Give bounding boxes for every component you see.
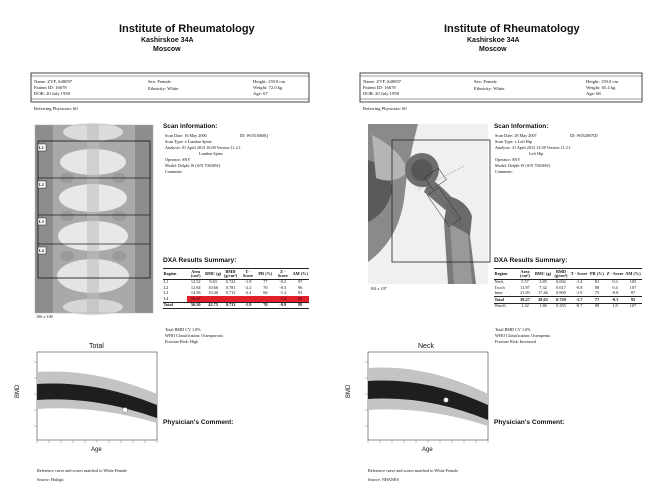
- cell: 0.692: [556, 279, 566, 285]
- cell: -0.8: [575, 284, 583, 290]
- cell: -1.9: [244, 279, 252, 285]
- cell: 95: [624, 297, 642, 303]
- cell: -1.7: [570, 297, 588, 303]
- patient-name: Name: ZVF, S48097: [34, 79, 73, 84]
- note-who-classification: WHO Classification: Osteoporosis: [165, 333, 224, 338]
- cell: 82: [292, 296, 309, 302]
- cell: -2.2: [244, 284, 252, 290]
- note-fracture-risk: Fracture Risk: High: [165, 339, 199, 344]
- cell: 14.58: [190, 290, 201, 296]
- scan-analysis: Analysis: 01 April 2013 16:00 Version 11.2.1: [165, 145, 241, 150]
- cell: Total: [163, 302, 187, 308]
- col-header: PR (%): [257, 269, 274, 280]
- cell: 66: [263, 290, 268, 296]
- cell: L3: [163, 290, 169, 296]
- chart-title: Total: [89, 343, 104, 350]
- scan-date: Scan Date: 16 May 2006: [165, 133, 207, 138]
- vertebra-label: L1: [39, 145, 44, 150]
- cell: -0.8: [611, 290, 619, 296]
- cell: 1.86: [539, 303, 547, 309]
- scan-type: Scan Type: x Lumbar Spine: [165, 139, 212, 144]
- chart-xlabel: Age: [91, 447, 102, 453]
- scan-analysis-region: Lumbar Spine: [199, 151, 223, 156]
- results-title: DXA Results Summary:: [163, 257, 237, 264]
- cell: -1.3: [279, 290, 287, 296]
- patient-marker: [444, 398, 449, 403]
- spine-scan-image: [35, 123, 153, 315]
- patient-name: Name: ZVF, S48097: [363, 79, 402, 84]
- cell: 0.617: [556, 284, 566, 290]
- scan-model: Model: Delphi W (S/N 70636W): [495, 163, 551, 168]
- physicians-comment: Physician's Comment:: [494, 419, 565, 426]
- cell: 10.40: [208, 290, 218, 296]
- cell: 39.27: [516, 297, 534, 303]
- cell: Troch: [494, 284, 505, 290]
- cell: 0.3: [612, 279, 618, 285]
- report-graphics: [5, 0, 313, 500]
- chart-ylabel: BMD: [15, 384, 21, 398]
- image-caption: 106 x 100: [36, 314, 53, 319]
- patient-sex: Sex: Female: [148, 79, 171, 84]
- patient-marker: [123, 408, 128, 413]
- patient-age: Age: 68: [586, 91, 601, 96]
- cell: 0.781: [225, 284, 236, 290]
- cell: Ward's: [494, 303, 507, 309]
- cell: -0.2: [279, 279, 287, 285]
- scan-info-title: Scan Information:: [163, 123, 218, 130]
- scan-operator: Operator: SNV: [495, 157, 521, 162]
- scan-info-title: Scan Information:: [494, 123, 549, 130]
- cell: 83: [298, 290, 303, 296]
- cell: L2: [163, 284, 169, 290]
- cell: 17.46: [538, 290, 548, 296]
- footer-reference: Reference curve and scores matched to White Female: [368, 468, 459, 473]
- chart-ylabel: BMD: [346, 384, 352, 398]
- image-caption: 104 x 107: [370, 286, 387, 291]
- referring-physician: Referring Physician: 60: [34, 106, 78, 111]
- cell: 0.355: [556, 303, 566, 309]
- physicians-comment: Physician's Comment:: [163, 419, 234, 426]
- cell: 77: [263, 279, 268, 285]
- chart-title: Neck: [418, 343, 434, 350]
- scan-operator: Operator: SNV: [165, 157, 191, 162]
- hip-scan-image: [368, 124, 490, 284]
- cell: 0.733: [222, 302, 239, 308]
- cell: 16.57: [187, 296, 204, 302]
- footer-reference: Reference curve and scores matched to White Female: [37, 468, 128, 473]
- cell: 73: [594, 290, 600, 296]
- cell: 76: [263, 284, 268, 290]
- cell: 81: [594, 279, 600, 285]
- col-header: Region: [163, 269, 187, 280]
- cell: 87: [630, 290, 636, 296]
- cell: 1.8: [612, 303, 618, 309]
- cell: 0.729: [552, 297, 570, 303]
- col-header: Z - Score: [274, 269, 291, 280]
- cell: 11.87: [520, 284, 530, 290]
- cell: -2.4: [244, 290, 252, 296]
- vertebra-label: L4: [39, 248, 44, 253]
- col-header: AM (%): [624, 269, 642, 280]
- institute-name: Institute of Rheumatology: [444, 23, 580, 35]
- cell: Neck: [494, 279, 504, 285]
- institute-city: Moscow: [479, 46, 507, 53]
- cell: -1.9: [239, 302, 256, 308]
- note-who-classification: WHO Classification: Osteopenia: [495, 333, 551, 338]
- col-header: AM (%): [292, 269, 309, 280]
- cell: 28.63: [534, 297, 552, 303]
- vertebra-label: L2: [39, 182, 44, 187]
- cell: 0.4: [612, 284, 618, 290]
- footer-source: Source: Hologic: [37, 477, 65, 482]
- patient-age: Age: 67: [253, 91, 268, 96]
- scan-analysis-region: Left Hip: [529, 151, 544, 156]
- scan-comment: Comment:: [495, 169, 513, 174]
- col-header: BMC (g): [534, 269, 552, 280]
- results-header-row: [163, 269, 309, 280]
- cell: -1.4: [575, 279, 583, 285]
- col-header: Area (cm²): [516, 269, 534, 280]
- scan-analysis: Analysis: 31 April 2013 13:58 Version 11.2.1: [495, 145, 571, 150]
- cell: -0.3: [606, 297, 624, 303]
- cell: 105: [629, 279, 637, 285]
- report-left-hip: [332, 0, 648, 500]
- results-title: DXA Results Summary:: [494, 257, 568, 264]
- col-header: PR (%): [588, 269, 606, 280]
- bmd-reference-chart: [34, 352, 157, 443]
- patient-height: Height: 159.0 cm: [586, 79, 619, 84]
- report-graphics: [332, 0, 648, 500]
- cell: 10.66: [208, 284, 218, 290]
- cell: 9.63: [209, 279, 217, 285]
- cell: 88: [594, 284, 600, 290]
- scan-id: ID: W0516060Q: [240, 133, 269, 138]
- patient-dob: DOB: 20 July 1958: [34, 91, 70, 96]
- col-header: BMC (g): [204, 269, 221, 280]
- patient-ethnicity: Ethnicity: White: [474, 86, 505, 91]
- cell: 88: [292, 302, 309, 308]
- col-header: BMD (g/cm²): [552, 269, 570, 280]
- institute-name: Institute of Rheumatology: [119, 23, 255, 35]
- col-header: T - Score: [570, 269, 588, 280]
- cell: 7.32: [539, 284, 547, 290]
- cell: 107: [629, 284, 637, 290]
- bmd-reference-chart: [365, 352, 488, 443]
- cell: 0.713: [225, 290, 236, 296]
- patient-weight: Weight: 72.0 kg: [253, 85, 283, 90]
- cell: 5.57: [521, 279, 529, 285]
- patient-id: Patient ID: 16678: [34, 85, 67, 90]
- col-header: Area (cm²): [187, 269, 204, 280]
- cell: 89: [594, 303, 600, 309]
- cell: 12.84: [190, 284, 201, 290]
- cell: -0.9: [274, 302, 291, 308]
- cell: L4: [163, 295, 169, 301]
- note-fracture-risk: Fracture Risk: Increased: [495, 339, 536, 344]
- cell: 0.800: [556, 290, 566, 296]
- institute-city: Moscow: [153, 46, 181, 53]
- results-header-row: [494, 269, 642, 280]
- cell: 97: [298, 279, 303, 285]
- cell: 0.722: [225, 279, 236, 285]
- note-cv: Total BMD CV 1.0%: [495, 327, 531, 332]
- cell: -1.9: [575, 290, 583, 296]
- cell: 70: [257, 302, 274, 308]
- chart-xlabel: Age: [422, 447, 433, 453]
- cell: 1.32: [521, 303, 529, 309]
- patient-height: Height: 159.0 cm: [253, 79, 286, 84]
- results-table: [163, 268, 309, 309]
- scan-comment: Comment:: [165, 169, 183, 174]
- cell: Total: [494, 297, 516, 303]
- col-header: T - Score: [239, 269, 256, 280]
- cell: 3.85: [539, 279, 547, 285]
- report-lumbar-spine: [5, 0, 313, 500]
- col-header: Z - Score: [606, 269, 624, 280]
- cell: L1: [163, 279, 169, 285]
- col-header: Region: [494, 269, 516, 280]
- institute-address: Kashirskoe 34A: [141, 37, 194, 44]
- footer-source: Source: NHANES: [368, 477, 399, 482]
- results-table: [494, 268, 642, 309]
- cell: 42.75: [204, 302, 221, 308]
- patient-ethnicity: Ethnicity: White: [148, 86, 179, 91]
- cell: 12.52: [190, 279, 201, 285]
- note-cv: Total BMD CV 1.0%: [165, 327, 201, 332]
- cell: 77: [588, 297, 606, 303]
- institute-address: Kashirskoe 34A: [467, 37, 520, 44]
- cell: 21.83: [520, 290, 530, 296]
- cell: 107: [629, 303, 637, 309]
- referring-physician: Referring Physician: 60: [363, 106, 407, 111]
- table-total-row: [163, 302, 309, 308]
- patient-sex: Sex: Female: [474, 79, 497, 84]
- cell: -0.7: [575, 303, 583, 309]
- col-header: BMD (g/cm²): [222, 269, 239, 280]
- scan-model: Model: Delphi W (S/N 70636W): [165, 163, 221, 168]
- scan-type: Scan Type: x Left Hip: [495, 139, 533, 144]
- patient-weight: Weight: 65.4 kg: [586, 85, 616, 90]
- cell: 96: [298, 284, 303, 290]
- patient-id: Patient ID: 16678: [363, 85, 396, 90]
- table-row-wards: [494, 303, 642, 309]
- scan-date: Scan Date: 28 May 2007: [495, 133, 537, 138]
- cell: -1.4: [274, 296, 291, 302]
- patient-dob: DOB: 20 July 1958: [363, 91, 399, 96]
- cell: -0.3: [279, 284, 287, 290]
- cell: 56.50: [187, 302, 204, 308]
- vertebra-label: L3: [39, 219, 44, 224]
- cell: Inter: [494, 290, 503, 296]
- scan-id: ID: W052807ID: [570, 133, 598, 138]
